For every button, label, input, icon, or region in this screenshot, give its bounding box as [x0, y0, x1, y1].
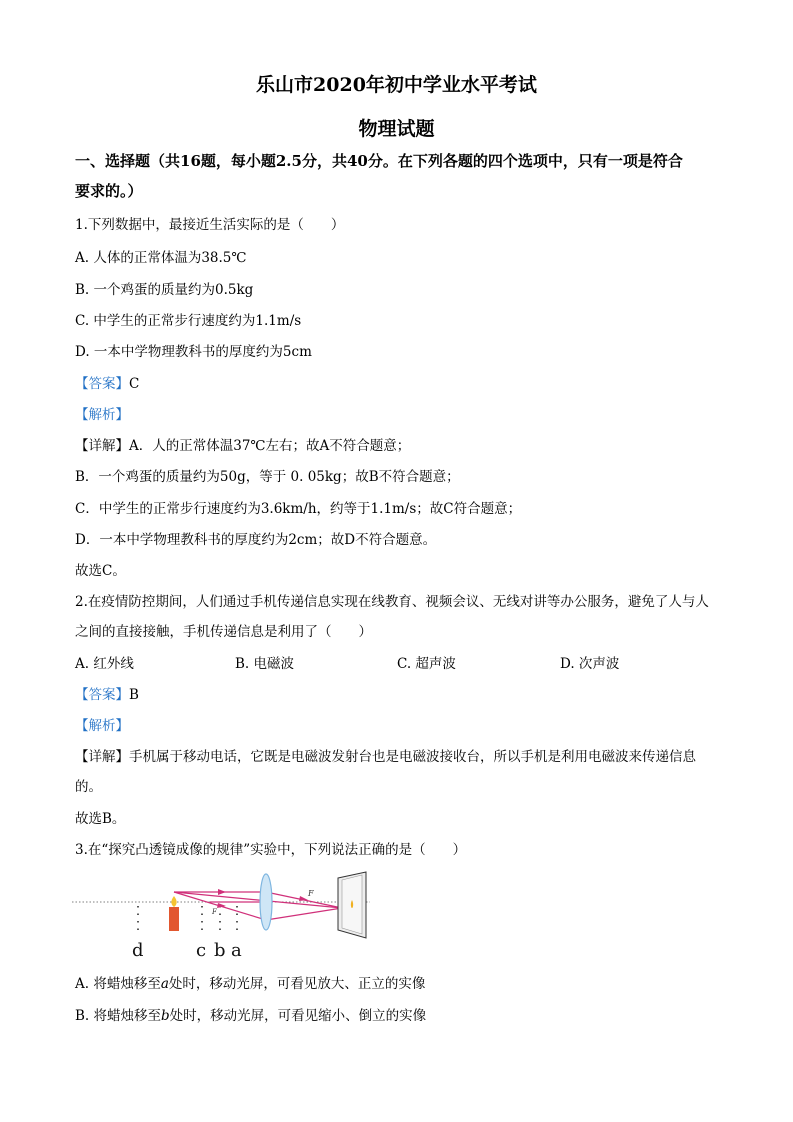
- q2-conclusion: 故选B。: [75, 811, 126, 827]
- candle: [169, 907, 179, 931]
- q2-answer: B: [129, 687, 139, 703]
- section-header-line2: 要求的。）: [75, 182, 143, 200]
- q1-detail-line-2: B．一个鸡蛋的质量约为50g，等于 0. 05kg；故B不符合题意；: [75, 469, 460, 485]
- q1-option-c: C. 中学生的正常步行速度约为1.1m/s: [75, 313, 302, 329]
- convex-lens: [260, 874, 272, 930]
- q2-stem-line2: 之间的直接接触，手机传递信息是利用了（ ）: [75, 624, 372, 640]
- q3-option-b-var: b: [161, 1008, 170, 1024]
- q3-stem: 3.在“探究凸透镜成像的规律”实验中，下列说法正确的是（ ）: [75, 842, 467, 858]
- q1-option-a: A. 人体的正常体温为38.5℃: [75, 250, 247, 266]
- light-rays: [174, 892, 342, 920]
- section-header-line1: 一、选择题（共16题，每小题2.5分，共40分。在下列各题的四个选项中，只有一项是符合: [75, 152, 683, 170]
- q1-detail-line-3: C．中学生的正常步行速度约为3.6km/h，约等于1.1m/s；故C符合题意；: [75, 501, 522, 517]
- detail-tag: 【详解】: [75, 438, 129, 454]
- q1-detail-line-1: [75, 434, 410, 454]
- label-a: a: [231, 940, 242, 961]
- q2-detail-line-2: 的。: [75, 779, 102, 795]
- q1-option-d: D. 一本中学物理教科书的厚度约为5cm: [75, 344, 312, 360]
- q3-option-b-prefix: B. 将蜡烛移至: [75, 1008, 162, 1024]
- detail-tag: 【详解】: [75, 749, 129, 765]
- label-b: b: [214, 940, 226, 961]
- q2-detail-line-1: [75, 745, 696, 765]
- q2-detail-text-1: 手机属于移动电话，它既是电磁波发射台也是电磁波接收台，所以手机是利用电磁波来传递信息: [129, 749, 696, 765]
- lens-experiment-figure: [70, 868, 390, 964]
- q1-stem: 1.下列数据中，最接近生活实际的是（ ）: [75, 217, 345, 233]
- q1-detail-line-4: D．一本中学物理教科书的厚度约为2cm；故D不符合题意。: [75, 532, 437, 548]
- q1-conclusion: 故选C。: [75, 563, 126, 579]
- q1-detail-text-1: A．人的正常体温37℃左右；故A不符合题意；: [129, 438, 411, 454]
- q2-option-b: B. 电磁波: [235, 656, 295, 672]
- q3-option-a-prefix: A. 将蜡烛移至: [75, 976, 161, 992]
- q2-answer-line: [75, 683, 139, 703]
- q3-option-a-var: a: [160, 976, 169, 992]
- q2-analysis-tag: 【解析】: [75, 718, 129, 734]
- page-subtitle: 物理试题: [358, 118, 435, 140]
- q3-option-b-suffix: 处时，移动光屏，可看见缩小、倒立的实像: [169, 1008, 427, 1024]
- q2-option-a: A. 红外线: [75, 656, 134, 672]
- candle-flame: [171, 896, 176, 907]
- q1-answer-line: [75, 372, 139, 392]
- q2-option-d: D. 次声波: [560, 656, 620, 672]
- focus-label-left: F: [212, 908, 217, 916]
- label-d: d: [132, 940, 144, 961]
- label-c: c: [196, 940, 207, 961]
- q2-option-c: C. 超声波: [397, 656, 456, 672]
- answer-tag: 【答案】: [75, 376, 129, 392]
- q3-option-b: [75, 1004, 426, 1024]
- q1-option-b: B. 一个鸡蛋的质量约为0.5kg: [75, 282, 254, 298]
- page-title: 乐山市2020年初中学业水平考试: [256, 74, 537, 96]
- q3-option-a: [75, 972, 425, 992]
- answer-tag: 【答案】: [75, 687, 129, 703]
- q3-option-a-suffix: 处时，移动光屏，可看见放大、正立的实像: [168, 976, 426, 992]
- q2-stem-line1: 2.在疫情防控期间，人们通过手机传递信息实现在线教育、视频会议、无线对讲等办公服务，避免了人与人: [75, 594, 709, 610]
- q1-analysis-tag: 【解析】: [75, 407, 129, 423]
- q1-answer: C: [129, 376, 140, 392]
- focus-label-right: F: [308, 889, 314, 898]
